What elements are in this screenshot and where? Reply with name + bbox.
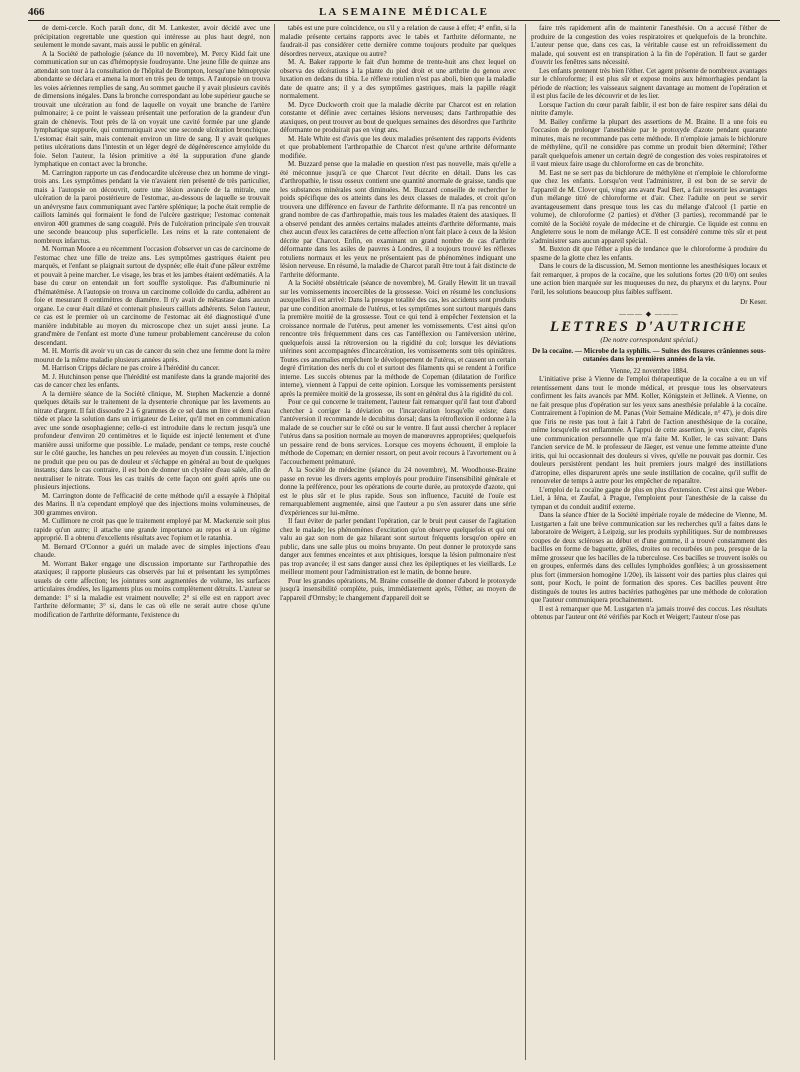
dateline: Vienne, 22 novembre 1884. [609,366,689,375]
section-title: LETTRES D'AUTRICHE [549,319,749,335]
journal-title: LA SEMAINE MÉDICALE [318,6,490,18]
paragraph: faire très rapidement afin de maintenir l'anesthésie. On a accusé l'éther de produire de la congestion des voies respiratoires et quelquefois de la bronchite. L'auteur pense que, dans ces cas, la véritable cause est un refroidissement du malade, qui souvent est en transpiration à la fin de l'opération. Il faut se garder d'ouvrir les fenêtres sans nécessité. [531,24,767,66]
paragraph: Il faut éviter de parler pendant l'opération, car le bruit peut causer de l'agitation chez le malade; les phénomènes d'excitation qu'on observe quelquefois et qui ont valu au gaz son nom de gaz hilarant sont surtout fréquents lorsqu'on opère en public, dans une salle plus ou moins bruyante. On peut donner le protoxyde sans danger aux femmes enceintes et aux phtisiques, lorsque la lésion pulmonaire n'est pas trop avancée; il est sans danger aussi chez les épileptiques et les vieillards. Le meilleur moment pour l'administration est le matin, de bonne heure. [280,517,516,576]
paragraph: M. Norman Moore a eu récemment l'occasion d'observer un cas de carcinome de l'estomac chez une fille de treize ans. Les symptômes gastriques étaient peu marqués, et l'enfant se plaignait surtout de dyspnée; elle était d'une pâleur extrême et pouvait à peine marcher. Le visage, les bras et les jambes étaient œdématiés. A la base du cœur on entendait un fort souffle systolique. Pas d'albuminurie ni d'hématémèse. A l'autopsie on trouva un carcinome colloïde du cardia, adhérent au foie et mesurant 8 centimètres de diamètre. Il n'y avait de métastase dans aucun organe. Le cœur était dilaté et contenait plusieurs caillots adhérents. Selon l'auteur, ce cas est le premier où un carcinome de l'estomac ait été diagnostiqué d'une manière indubitable au moyen du microscope chez un sujet aussi jeune. La grand'mère de l'enfant est morte d'une tumeur probablement cancéreuse du colon descendant. [34,245,270,347]
paragraph: M. Dyce Duckworth croit que la maladie décrite par Charcot est en relation constante et définie avec certaines lésions nerveuses; dans l'arthropathie des ataxiques, on peut trouver au bout de quelques semaines des désordres que l'arthrite déformante ne produirait pas en vingt ans. [280,100,516,134]
section-ornament: ——— ◆ ——— [619,309,679,318]
paragraph: M. East ne se sert pas du bichlorure de méthylène et n'emploie le chloroforme que chez les enfants. Lorsqu'on veut l'administrer, il est bon de se servir de l'appareil de M. Clover qui, vingt ans avant Paul Bert, a fait ressortir les avantages d'un mélange titré de chloroforme et d'air. Chez l'adulte on peut se servir avantageusement dans presque tous les cas du mélange d'alcool (1 partie en volume), de chloroforme (2 parties) et d'éther (3 parties), recommandé par le comité de la Société royale de médecine et de chirurgie. Ce liquide est connu en Angleterre sous le nom de mélange ACE. Il est considéré comme très sûr et peut s'administrer sans aucun appareil spécial. [531,168,767,245]
paragraph: A la Société obstétricale (séance de novembre), M. Graily Hewitt lit un travail sur les vomissements incoercibles de la grossesse. Voici en résumé les conclusions auxquelles il est arrivé: Dans la presque totalité des cas, les accidents sont produits par une condition anormale de l'utérus, et les symptômes sont surtout marqués dans la première moitié de la grossesse. Tout ce qui tend à empêcher l'extension et la croissance normale de l'utérus, peut amener les vomissements. C'est ainsi qu'on rencontre très fréquemment dans ces cas l'antéflexion ou l'antéversion utérine, quelquefois aussi la rétroversion ou la rigidité du col; lorsque les déviations utérines sont accompagnées d'incarcération, les vomissements sont très opiniâtres. Toutes ces anomalies empêchent le développement de l'utérus, et causent un certain degré d'irritation des nerfs du col et surtout des filaments qui se rendent à l'orifice interne. Les succès obtenus par la méthode de Copeman (dilatation de l'orifice interne), viennent à l'appui de cette opinion. Lorsque les vomissements persistent après la première moitié de la grossesse, ils sont en général dus à la rigidité du col. [280,279,516,398]
column-left [34,24,270,1064]
paragraph: M. Bailey confirme la plupart des assertions de M. Braine. Il a une fois eu l'occasion de prolonger l'anesthésie par le protoxyde d'azote pendant quarante minutes, mais ne recommande pas cette méthode. Il n'emploie jamais le bichlorure de méthylène, qu'il ne considère pas comme un produit bien déterminé; l'éther paraît quelquefois amener un certain degré de congestion des voies respiratoires et il vaut mieux faire usage du chloroforme en cas de bronchite. [531,117,767,168]
column-divider [525,24,526,1060]
paragraph: Dans le cours de la discussion, M. Semon mentionne les anesthésiques locaux et fait remarquer, à propos de la cocaïne, que les solutions fortes (20 0/0) ont seules une action bien marquée sur les muqueuses du nez, du pharynx et du larynx. Pour l'œil, les solutions beaucoup plus faibles suffisent. [531,262,767,296]
column-middle [280,24,516,1064]
header-rule [28,20,780,21]
paragraph: L'initiative prise à Vienne de l'emploi thérapeutique de la cocaïne a eu un vif retentissement dans tout le monde médical, et presque tous les observateurs confirment les faits avancés par MM. Koller, Königstein et Jellinek. A Vienne, on ne fait presque plus d'opération sur les yeux sans anesthésie préalable à la cocaïne. Contrairement à l'opinion de M. Panas (Voir Semaine Médicale, n° 47), je dois dire que l'iris ne reste pas tout à fait à l'abri de l'action anesthésique de la cocaïne, même lorsqu'elle est enflammée. A l'appui de cette assertion, je veux citer, d'après une communication personnelle que m'a faite M. Koller, le cas suivant: Dans l'ancien service de M. le professeur de Jäeger, est venue une femme atteinte d'une iritis, qui lui occasionnait des douleurs si vives, qu'elle ne pouvait pas dormir. Ces douleurs persistèrent pendant les huit premiers jours malgré des instillations d'atropine, elles disparurent après une seule instillation de cocaïne, qu'il suffit de renouveler de temps à autre pour les empêcher de reparaître. [531,375,767,485]
paragraph: M. Harrison Cripps déclare ne pas croire à l'hérédité du cancer. [42,364,220,372]
paragraph: L'emploi de la cocaïne gagne de plus en plus d'extension. C'est ainsi que Weber-Liel, à Iéna, et Zaufal, à Prague, l'emploient pour l'anesthésie de la caisse du tympan et du conduit auditif externe. [531,485,767,511]
section-subtitle: (De notre correspondant spécial.) [600,336,698,344]
paragraph: Il est à remarquer que M. Lustgarten n'a jamais trouvé des coccus. Les résultats obtenus par l'auteur ont été vérifiés par Koch et Weigert; l'auteur n'ose pas [531,604,767,621]
paragraph: M. Bernard O'Connor a guéri un malade avec de simples injections d'eau chaude. [34,542,270,559]
paragraph: M. Hale White est d'avis que les deux maladies présentent des rapports évidents et que probablement l'arthropathie de Charcot n'est qu'une arthrite déformante modifiée. [280,134,516,160]
paragraph: A la Société de médecine (séance du 24 novembre), M. Woodhouse-Braine passe en revue les divers agents employés pour produire l'insensibilité générale et donne la préférence, pour les opérations de courte durée, au protoxyde d'azote, qui est le plus sûr et le plus rapide. Sous son influence, l'acuité de l'ouïe est remarquablement augmentée, ainsi que l'auteur a pu s'en assurer dans une série d'expériences sur lui-même. [280,466,516,517]
paragraph: M. Buxton dit que l'éther a plus de tendance que le chloroforme à produire du spasme de la glotte chez les enfants. [531,245,767,262]
paragraph: Lorsque l'action du cœur paraît faiblir, il est bon de faire respirer sans délai du nitrite d'amyle. [531,100,767,117]
paragraph: Pour les grandes opérations, M. Braine conseille de donner d'abord le protoxyde jusqu'à insensibilité complète, puis, immédiatement après, l'éther, au moyen de l'appareil d'Ormsby; le changement d'appareil doit se [280,576,516,602]
page-header [28,6,780,20]
column-right [531,24,767,1064]
paragraph: M. Cullimore ne croit pas que le traitement employé par M. Mackenzie soit plus rapide qu'un autre; il attache une grande importance au repos et à un régime approprié. Il a obtenu d'excellents résultats avec l'opium et le ratanhia. [34,517,270,542]
paragraph: A la Société de pathologie (séance du 10 novembre), M. Percy Kidd fait une communication sur un cas d'hémoptysie foudroyante. Une jeune fille de quinze ans attendait son tour à la consultation de l'hôpital de Brompton, lorsqu'une hémoptysie abondante se déclara et amena la mort en très peu de temps. A l'autopsie on trouva les voies aériennes remplies de sang. Au sommet gauche il y avait plusieurs cavités de dimensions inégales. Dans la bronche correspondant au lobe supérieur gauche se trouvait une ulcération au fond de laquelle on voyait une branche de l'artère pulmonaire; à ce point le vaisseau présentait une perforation de la grandeur d'un grain de chènevis. Tout près de là on voyait une cavité formée par une glande lymphatique suppurée, qui communiquait avec une seconde ulcération bronchique. L'estomac était sain, mais contenait environ un litre de sang. Il y avait quelques petites ulcérations dans l'intestin et un léger degré de dégénérescence amyloïde du foie. Selon l'auteur, la lésion primitive a été la suppuration d'une glande lymphatique en contact avec la bronche. [34,49,270,168]
page-number: 466 [28,6,45,18]
paragraph: M. A. Baker rapporte le fait d'un homme de trente-huit ans chez lequel on observa des ulcérations à la plante du pied droit et une arthrite du genou avec luxation en dedans du tibia. Le réflexe rotulien n'est pas aboli, bien que la maladie date de quatre ans; il y a des symptômes gastriques, mais la papille réagit normalement. [280,58,516,100]
author-signature: Dr Keser. [740,298,767,306]
paragraph: M. H. Morris dit avoir vu un cas de cancer du sein chez une femme dont la mère mourut de la même maladie plusieurs années après. [34,347,270,364]
paragraph: A la dernière séance de la Société clinique, M. Stephen Mackenzie a donné quelques détails sur le traitement de la dysenterie chronique par les lavements au nitrate d'argent. Il fait dissoudre 2 à 6 grammes de ce sel dans un litre et demi d'eau tiède et place la solution dans un irrigateur de Leiter, qu'il met en communication avec une sonde œsophagienne; celle-ci est introduite dans le rectum jusqu'à une profondeur d'environ 20 centimètres et le liquide est injecté lentement et d'une manière aussi uniforme que possible. Le malade, pendant ce temps, reste couché sur le côté gauche, les hanches un peu relevées au moyen d'un coussin. L'injection ne produit que peu ou pas de douleur et s'échappe en général au bout de quelques instants; dans le cas contraire, il est bon de donner un clystère d'eau salée, afin de neutraliser le nitrate. Tous les cas traités de cette façon ont guéri après une ou plusieurs injections. [34,389,270,491]
paragraph: M. Carrington donte de l'efficacité de cette méthode qu'il a essayée à l'hôpital des Marins. Il n'a cependant employé que des injections moins volumineuses, de 300 grammes environ. [34,491,270,517]
society-report-end [531,24,767,296]
paragraph: Dans la séance d'hier de la Société impériale royale de médecine de Vienne, M. Lustgarten a fait une brève communication sur les recherches qu'il a faites dans le laboratoire de Weigert, à Leipzig, sur les produits syphilitiques. Sur de nombreuses coupes de deux scléroses au début et d'une gomme, il a trouvé constamment des bacilles en forme de baguette, grêles, droites ou recourbées un peu, presque de la même grosseur que les bacilles de la tuberculose. Ces bacilles se trouvent isolés ou en groupes, enfermés dans des cellules lymphoïdes gonflées; à un grossissement plus fort (immersion homogène 1/20e), ils laissent voir des parties plus claires qui sont, pour Koch, le point de formation des spores. Ces bacilles peuvent être distingués de toutes les autres bactéries pathogènes par une méthode de coloration que l'auteur communiquera prochainement. [531,511,767,604]
paragraph: tabès est une pure coïncidence, ou s'il y a relation de cause à effet; 4° enfin, si la maladie présente certains rapports avec le tabès et l'arthrite déformante, ne faudrait-il pas considérer cette dernière comme toujours produite par quelques désordres nerveux, ataxique ou autre? [280,24,516,58]
paragraph: M. J. Hutchinson pense que l'hérédité est manifeste dans la grande majorité des cas de cancer chez les enfants. [34,372,270,389]
paragraph: M. Worrant Baker engage une discussion importante sur l'arthropathie des ataxiques; il rapporte plusieurs cas observés par lui et présentant les symptômes usuels de cette affection; les jointures sont augmentées de volume, les surfaces articulaires érodées, les ligaments plus ou moins complètement détruits. L'auteur se demande: 1° si la maladie est vraiment nouvelle; 2° si elle est en rapport avec l'arthrite déformante; 3° si, dans le cas où elle ne serait autre chose qu'une modification de l'arthrite déformante, l'existence du [34,559,270,619]
section-headings: De la cocaïne. — Microbe de la syphilis. — Suites des fissures crâniennes sous-cutanées dans les premières années de la vie. [532,346,766,363]
paragraph: de demi-cercle. Koch paraît donc, dit M. Lankester, avoir décidé avec une précipitation regrettable une question qui intéresse au plus haut degré, non seulement le monde savant, mais aussi le public en général. [34,24,270,49]
column-divider [274,24,275,1060]
paragraph: M. Carrington rapporte un cas d'endocardite ulcéreuse chez un homme de vingt-trois ans. Les symptômes pendant la vie n'avaient rien présenté de très particulier, mais à l'autopsie on découvrit, outre une lésion avancée de la mitrale, une ulcération de la paroi postérieure de l'estomac, au-dessous de laquelle se trouvait un anévrysme faux communiquant avec l'artère splénique; la poche était remplie de caillots laminés qui formaient le fond de l'ulcère gastrique; l'estomac contenait environ 400 grammes de sang coagulé. Près de l'ulcération principale s'en trouvait une seconde beaucoup plus superficielle. Les reins et la rate contenaient de nombreux infarctus. [34,168,270,245]
paragraph: Pour ce qui concerne le traitement, l'auteur fait remarquer qu'il faut tout d'abord chercher à corriger la déviation ou l'incarcération lorsqu'elle existe; dans l'antéversion il recommande le decubitus dorsal; dans la rétroflexion il ordonne à la malade de se coucher sur le côté ou sur le ventre. Il faut aussi chercher à replacer l'utérus dans sa position normale au moyen de manœuvres appropriées; quelquefois un pessaire rend de bons services. Lorsque ces moyens échouent, il emploie la méthode de Copeman; en dernier ressort, on peut avoir recours à l'avortement ou à l'accouchement prématuré. [280,398,516,466]
austria-letter-body [531,375,767,622]
paragraph: M. Buzzard pense que la maladie en question n'est pas nouvelle, mais qu'elle a été méconnue jusqu'à ce que Charcot l'eut décrite en détail. Dans les cas d'arthropathie, le tissu osseux contient une quantité anormale de graisse, tandis que les substances minérales sont diminuées. M. Buzzard conseille de rechercher le poids spécifique des os atteints dans les deux classes de malades, et croit qu'on trouvera une différence en faveur de l'arthrite déformante. Il n'a pas rencontré un grand nombre de cas d'arthropathie, mais tous les malades étaient des ataxiques. Il a observé pendant des années certains malades atteints d'arthrite déformante, mais chez aucun d'eux les caractères de cette affection n'ont fait place à ceux de la lésion décrite par Charcot. Enfin, en examinant un grand nombre de cas d'arthrite déformante dans les asiles de pauvres à Londres, il a toujours trouvé les réflexes rotuliens normaux et les yeux ne présentaient pas de phénomènes indiquant une lésion nerveuse. En résumé, la maladie de Charcot paraît être tout à fait distincte de l'arthrite déformante. [280,160,516,279]
paragraph: Les enfants prennent très bien l'éther. Cet agent présente de nombreux avantages sur le chloroforme; il est plus sûr et expose moins aux hémorrhagies pendant la période de réaction; les vaisseaux saignent davantage au moment de l'opération et il est plus facile de les découvrir et de les lier. [531,66,767,100]
